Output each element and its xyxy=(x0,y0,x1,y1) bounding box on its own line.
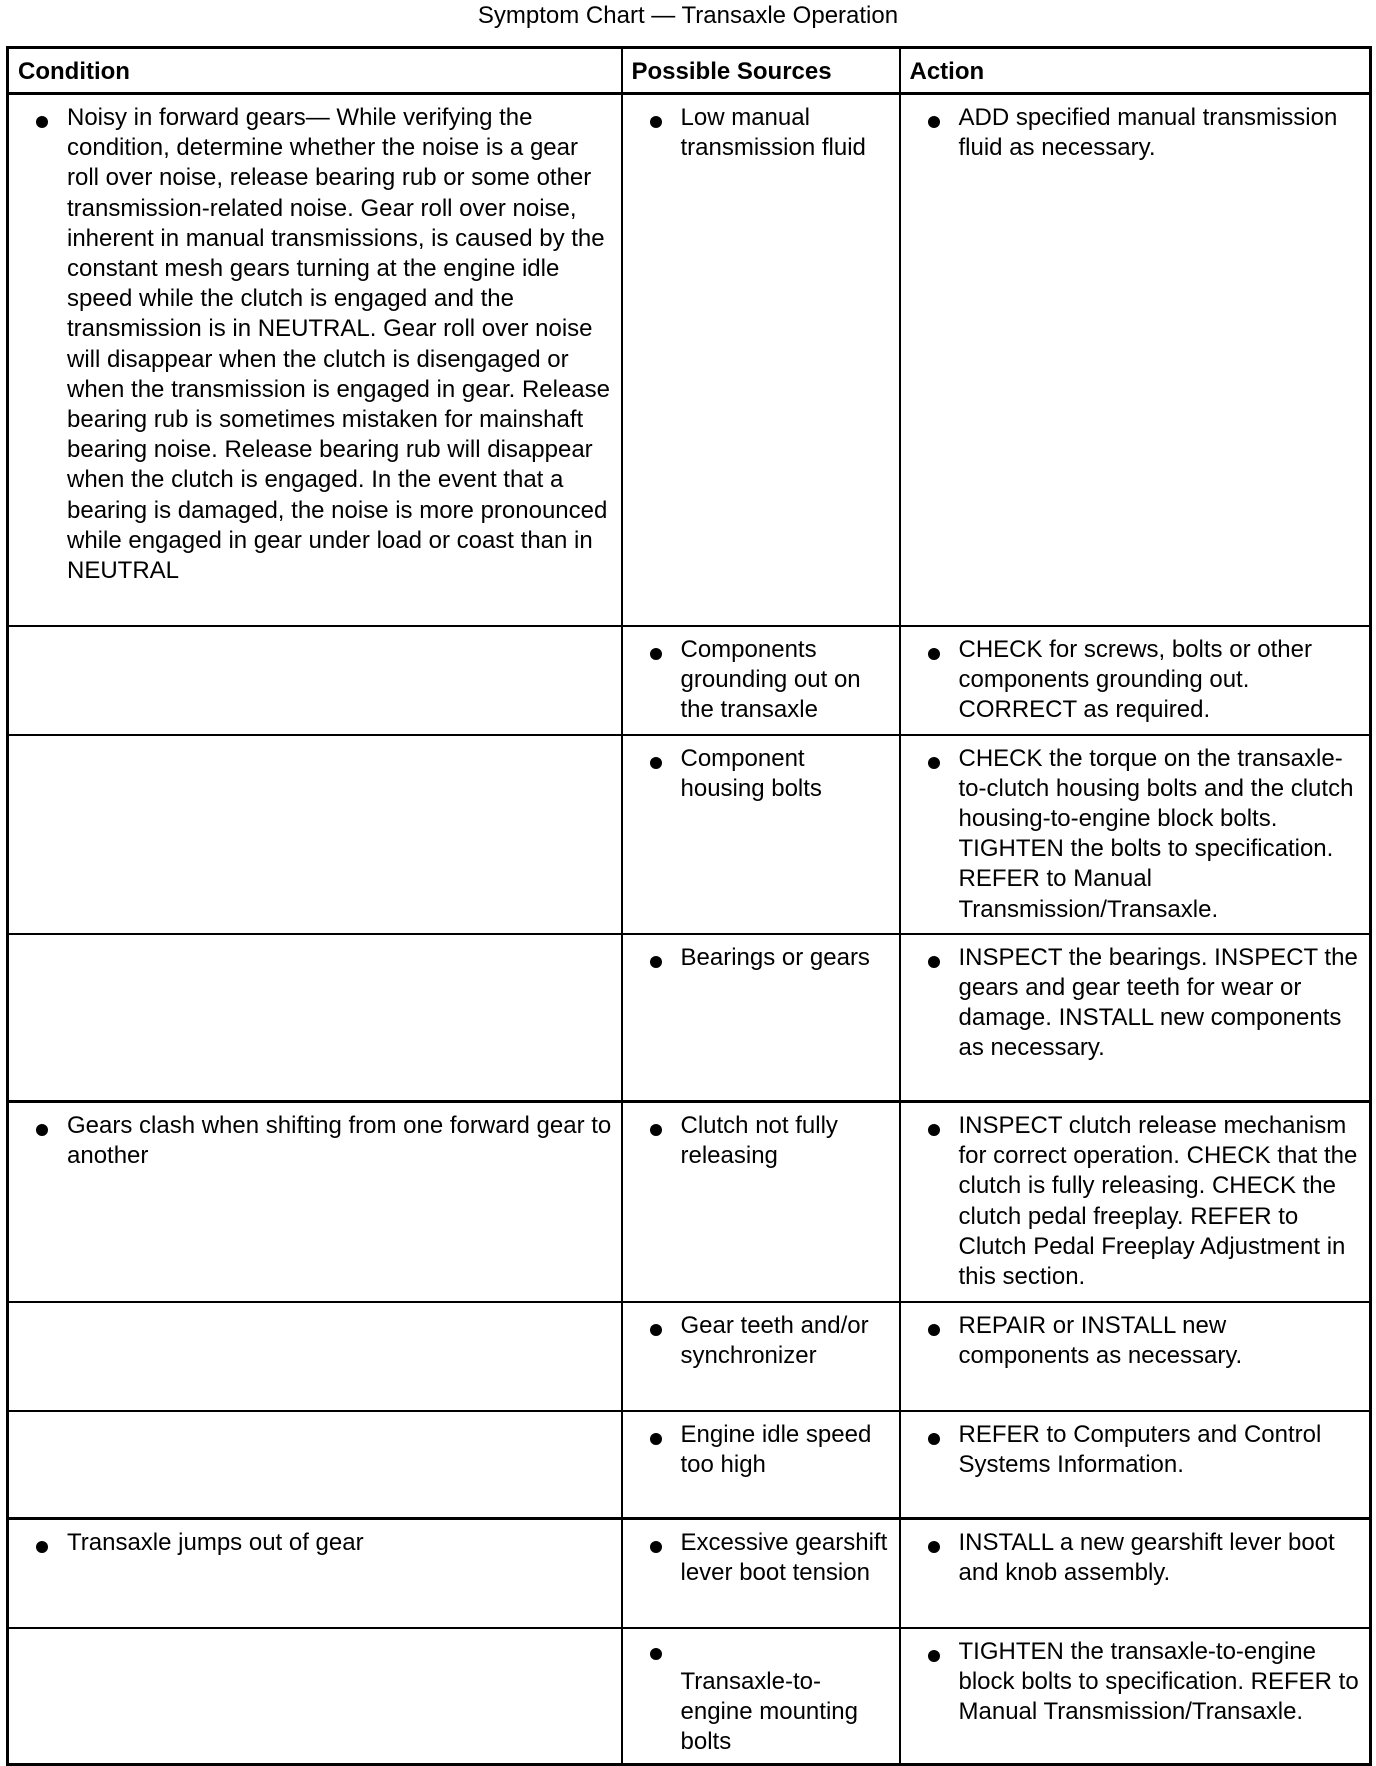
source-text: Clutch not fully releasing xyxy=(680,1112,838,1170)
action-cell xyxy=(900,1102,1371,1302)
bullet-icon xyxy=(928,1324,940,1336)
action-cell xyxy=(900,94,1371,626)
table-row xyxy=(8,626,1371,735)
bullet-icon xyxy=(928,1433,940,1445)
source-cell xyxy=(622,1411,900,1519)
action-text: ADD specified manual transmission fluid as necessary. xyxy=(958,104,1338,162)
chart-title: Symptom Chart — Transaxle Operation xyxy=(477,2,899,29)
symptom-chart-table xyxy=(6,46,1372,1766)
bullet-icon xyxy=(36,116,48,128)
source-text: Transaxle-to-engine mounting bolts xyxy=(680,1667,858,1755)
condition-cell xyxy=(8,934,622,1102)
action-cell xyxy=(900,1411,1371,1519)
action-header: Action xyxy=(900,48,1371,94)
source-text: Low manual transmission fluid xyxy=(680,104,866,162)
source-cell xyxy=(622,1519,900,1628)
bullet-icon xyxy=(650,1324,662,1336)
bullet-icon xyxy=(928,648,940,660)
action-text: TIGHTEN the transaxle-to-engine block bolts to specification. REFER to Manual Transmission/Transaxle. xyxy=(958,1637,1359,1725)
action-text: CHECK the torque on the transaxle-to-clutch housing bolts and the clutch housing-to-engine block bolts. TIGHTEN the bolts to specification. REFER to Manual Transmission/Transaxle. xyxy=(958,744,1354,923)
condition-cell xyxy=(8,735,622,934)
condition-cell xyxy=(8,1411,622,1519)
action-text: INSTALL a new gearshift lever boot and knob assembly. xyxy=(958,1529,1335,1587)
bullet-icon xyxy=(650,1648,662,1660)
condition-text: Noisy in forward gears— While verifying the condition, determine whether the noise is a gear roll over noise, release bearing rub or some other transmission-related noise. Gear roll over noise, inherent in manual transmissions, is caused by the constant mesh gears turning at the engine idle speed while the clutch is engaged and the transmission is in NEUTRAL. Gear roll over noise will disappear when the clutch is disengaged or when the transmission is engaged in gear. Release bearing rub is sometimes mistaken for mainshaft bearing noise. Release bearing rub will disappear when the clutch is engaged. In the event that a bearing is damaged, the noise is more pronounced while engaged in gear under load or coast than in NEUTRAL xyxy=(67,104,610,585)
action-text: CHECK for screws, bolts or other components grounding out. CORRECT as required. xyxy=(958,635,1312,723)
source-text: Component housing bolts xyxy=(680,744,822,802)
action-cell xyxy=(900,1519,1371,1628)
condition-header: Condition xyxy=(8,48,622,94)
bullet-icon xyxy=(650,757,662,769)
action-cell xyxy=(900,1302,1371,1411)
source-text: Components grounding out on the transaxle xyxy=(680,635,861,723)
bullet-icon xyxy=(928,1124,940,1136)
condition-cell xyxy=(8,1102,622,1302)
condition-cell xyxy=(8,1519,622,1628)
source-cell xyxy=(622,94,900,626)
action-text: REPAIR or INSTALL new components as necessary. xyxy=(958,1311,1243,1369)
source-cell xyxy=(622,626,900,735)
bullet-icon xyxy=(928,116,940,128)
bullet-icon xyxy=(650,1433,662,1445)
source-cell xyxy=(622,1628,900,1765)
source-cell xyxy=(622,735,900,934)
action-cell xyxy=(900,735,1371,934)
table-row xyxy=(8,1302,1371,1411)
action-text: INSPECT clutch release mechanism for correct operation. CHECK that the clutch is fully releasing. CHECK the clutch pedal freeplay. REFER to Clutch Pedal Freeplay Adjustment in this section. xyxy=(958,1112,1358,1291)
action-cell xyxy=(900,934,1371,1102)
action-cell xyxy=(900,626,1371,735)
table-row xyxy=(8,1411,1371,1519)
table-row xyxy=(8,94,1371,626)
source-text: Bearings or gears xyxy=(680,943,870,971)
table-row xyxy=(8,1628,1371,1765)
table-row xyxy=(8,1519,1371,1628)
source-text: Gear teeth and/or synchronizer xyxy=(680,1311,869,1369)
action-cell xyxy=(900,1628,1371,1765)
bullet-icon xyxy=(928,1541,940,1553)
bullet-icon xyxy=(650,1541,662,1553)
condition-cell xyxy=(8,1302,622,1411)
bullet-icon xyxy=(928,757,940,769)
table-row xyxy=(8,1102,1371,1302)
condition-cell xyxy=(8,94,622,626)
bullet-icon xyxy=(650,1124,662,1136)
possible-sources-header: Possible Sources xyxy=(622,48,900,94)
action-text: INSPECT the bearings. INSPECT the gears and gear teeth for wear or damage. INSTALL new components as necessary. xyxy=(958,943,1358,1062)
condition-cell xyxy=(8,1628,622,1765)
bullet-icon xyxy=(650,116,662,128)
condition-text: Gears clash when shifting from one forward gear to another xyxy=(67,1112,612,1170)
bullet-icon xyxy=(928,956,940,968)
bullet-icon xyxy=(36,1541,48,1553)
source-cell xyxy=(622,934,900,1102)
source-text: Excessive gearshift lever boot tension xyxy=(680,1529,888,1587)
bullet-icon xyxy=(36,1124,48,1136)
bullet-icon xyxy=(928,1650,940,1662)
action-text: REFER to Computers and Control Systems Information. xyxy=(958,1420,1322,1478)
condition-cell xyxy=(8,626,622,735)
bullet-icon xyxy=(650,956,662,968)
condition-text: Transaxle jumps out of gear xyxy=(67,1529,364,1556)
bullet-icon xyxy=(650,648,662,660)
source-cell xyxy=(622,1102,900,1302)
source-cell xyxy=(622,1302,900,1411)
source-text: Engine idle speed too high xyxy=(680,1420,872,1478)
header-row xyxy=(8,48,1371,94)
table-row xyxy=(8,934,1371,1102)
table-row xyxy=(8,735,1371,934)
